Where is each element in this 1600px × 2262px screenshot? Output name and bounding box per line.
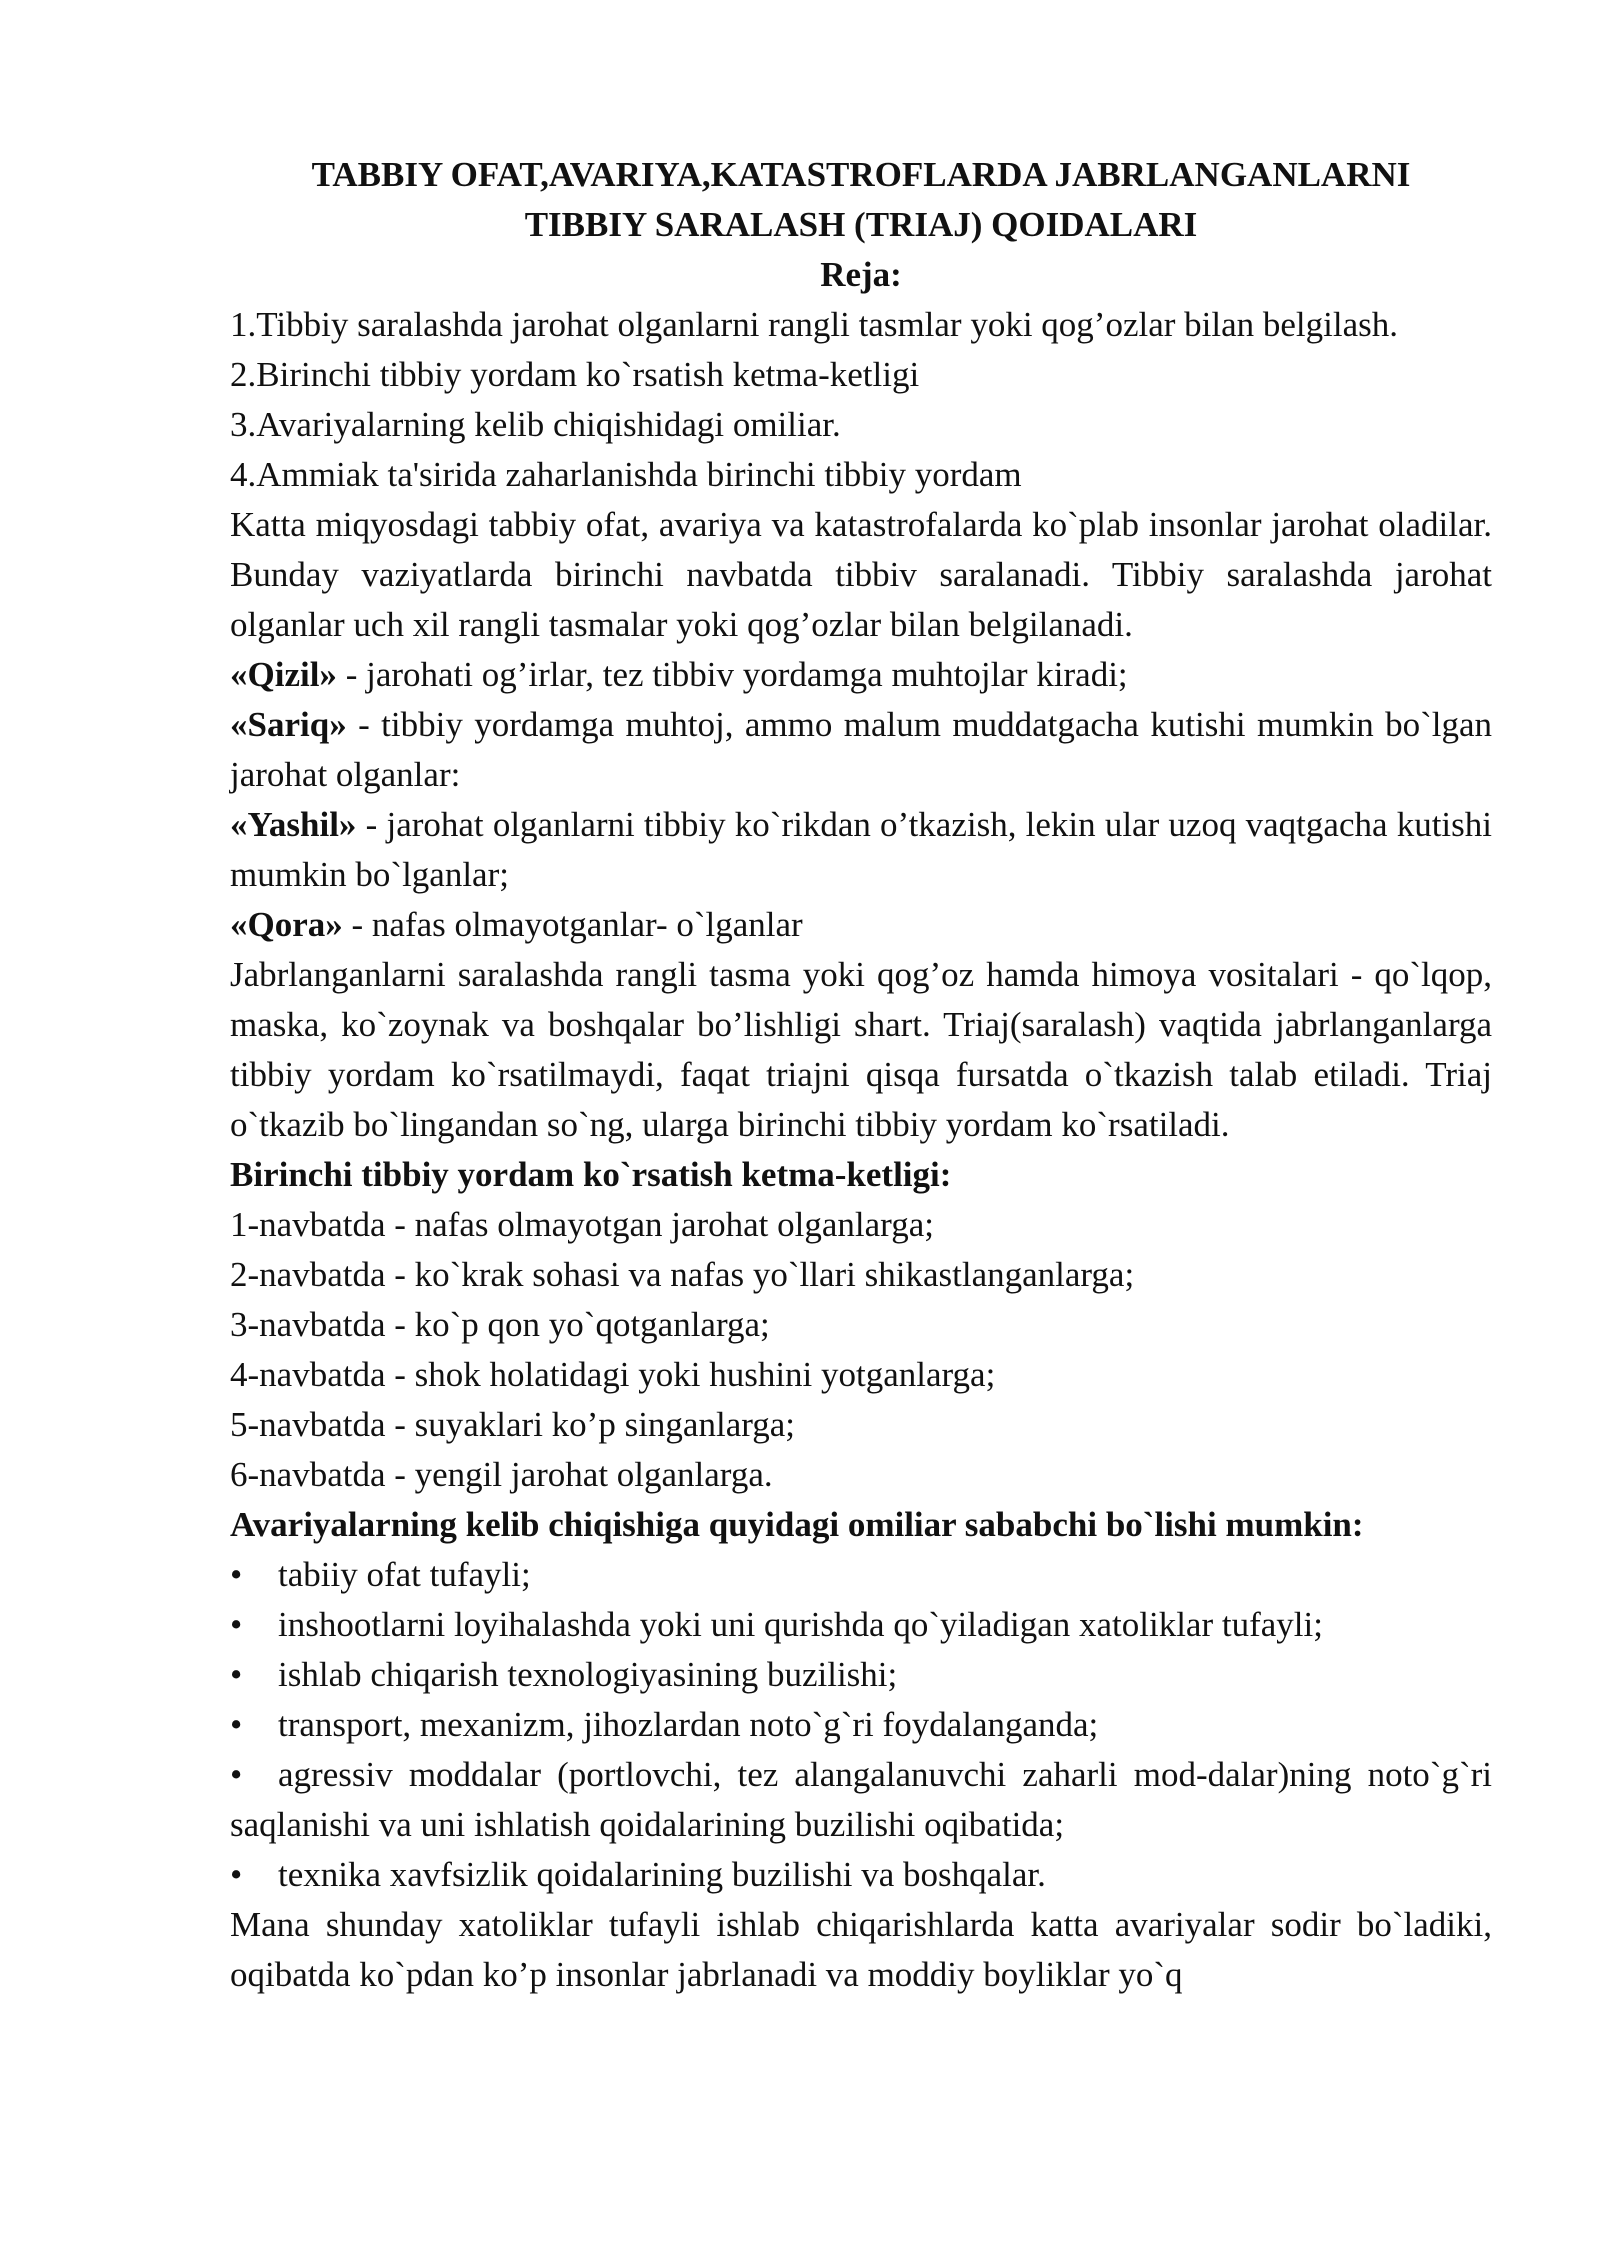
cause-item (230, 1700, 1492, 1750)
plan-heading: Reja: (820, 255, 902, 294)
cause-text: tabiiy ofat tufayli; (278, 1555, 531, 1594)
causes-heading: Avariyalarning kelib chiqishiga quyidagi omiliar sababchi bo`lishi mumkin: (230, 1505, 1364, 1544)
sequence-item: 2-navbatda - ko`krak sohasi va nafas yo`llari shikastlanganlarga; (230, 1255, 1135, 1294)
category-term: «Sariq» (230, 705, 347, 744)
triage-categories (230, 650, 1492, 950)
causes-list (230, 1550, 1492, 1900)
bullet-icon: • (230, 1655, 243, 1694)
intro-paragraph: Katta miqyosdagi tabbiy ofat, avariya va katastrofalarda ko`plab insonlar jarohat oladilar. Bunday vaziyatlarda birinchi navbatda tibbiv saralanadi. Tibbiy saralashda jarohat olganlar uch xil rangli tasmalar yoki qog’ozlar bilan belgilanadi. (230, 505, 1492, 644)
sequence-item: 6-navbatda - yengil jarohat olganlarga. (230, 1455, 773, 1494)
bullet-icon: • (230, 1705, 243, 1744)
category-term: «Qora» (230, 905, 343, 944)
cause-item (230, 1850, 1492, 1900)
title-line-1: TABBIY OFAT,AVARIYA,KATASTROFLARDA JABRLANGANLARNI (311, 155, 1411, 194)
sequence-item: 4-navbatda - shok holatidagi yoki hushini yotganlarga; (230, 1355, 996, 1394)
plan-item-4: 4.Ammiak ta'sirida zaharlanishda birinchi tibbiy yordam (230, 455, 1022, 494)
document-title (230, 150, 1492, 300)
cause-text: ishlab chiqarish texnologiyasining buzilishi; (278, 1655, 898, 1694)
cause-item (230, 1650, 1492, 1700)
category-description: - jarohati og’irlar, tez tibbiv yordamga muhtojlar kiradi; (336, 655, 1128, 694)
sequence-item: 5-navbatda - suyaklari ko’p singanlarga; (230, 1405, 796, 1444)
cause-item (230, 1750, 1492, 1850)
category-description: - tibbiy yordamga muhtoj, ammo malum muddatgacha kutishi mumkin bo`lgan jarohat olganlar: (230, 705, 1492, 794)
document-page (230, 150, 1492, 2000)
cause-item (230, 1550, 1492, 1600)
category-black (230, 900, 1492, 950)
title-line-2: TIBBIY SARALASH (TRIAJ) QOIDALARI (524, 205, 1198, 244)
category-green (230, 800, 1492, 900)
equipment-paragraph: Jabrlanganlarni saralashda rangli tasma yoki qog’oz hamda himoya vositalari - qo`lqop, maska, ko`zoynak va boshqalar bo’lishligi shart. Triaj(saralash) vaqtida jabrlanganlarga tibbiy yordam ko`rsatilmaydi, faqat triajni qisqa fursatda o`tkazish talab etiladi. Triaj o`tkazib bo`lingandan so`ng, ularga birinchi tibbiy yordam ko`rsatiladi. (230, 955, 1492, 1144)
cause-text: transport, mexanizm, jihozlardan noto`g`ri foydalanganda; (278, 1705, 1099, 1744)
cause-item (230, 1600, 1492, 1650)
sequence-list (230, 1200, 1492, 1500)
closing-paragraph: Mana shunday xatoliklar tufayli ishlab chiqarishlarda katta avariyalar sodir bo`ladiki, oqibatda ko`pdan ko’p insonlar jabrlanadi va moddiy boyliklar yo`q (230, 1905, 1492, 1994)
cause-text: texnika xavfsizlik qoidalarining buzilishi va boshqalar. (278, 1855, 1046, 1894)
plan-item-3: 3.Avariyalarning kelib chiqishidagi omiliar. (230, 405, 841, 444)
plan-item-1: 1.Tibbiy saralashda jarohat olganlarni rangli tasmlar yoki qog’ozlar bilan belgilash. (230, 305, 1399, 344)
bullet-icon: • (230, 1755, 243, 1794)
sequence-heading: Birinchi tibbiy yordam ko`rsatish ketma-ketligi: (230, 1155, 952, 1194)
category-term: «Qizil» (230, 655, 337, 694)
cause-text: inshootlarni loyihalashda yoki uni qurishda qo`yiladigan xatoliklar tufayli; (278, 1605, 1323, 1644)
sequence-item: 3-navbatda - ko`p qon yo`qotganlarga; (230, 1305, 770, 1344)
plan-list (230, 300, 1492, 500)
category-description: - jarohat olganlarni tibbiy ko`rikdan o’tkazish, lekin ular uzoq vaqtgacha kutishi mumkin bo`lganlar; (230, 805, 1492, 894)
plan-item-2: 2.Birinchi tibbiy yordam ko`rsatish ketma-ketligi (230, 355, 920, 394)
category-term: «Yashil» (230, 805, 357, 844)
category-description: - nafas olmayotganlar- o`lganlar (342, 905, 803, 944)
category-red (230, 650, 1492, 700)
category-yellow (230, 700, 1492, 800)
bullet-icon: • (230, 1855, 243, 1894)
bullet-icon: • (230, 1555, 243, 1594)
cause-text: agressiv moddalar (portlovchi, tez alangalanuvchi zaharli mod-dalar)ning noto`g`ri saqlanishi va uni ishlatish qoidalarining buzilishi oqibatida; (230, 1755, 1492, 1844)
bullet-icon: • (230, 1605, 243, 1644)
sequence-item: 1-navbatda - nafas olmayotgan jarohat olganlarga; (230, 1205, 934, 1244)
